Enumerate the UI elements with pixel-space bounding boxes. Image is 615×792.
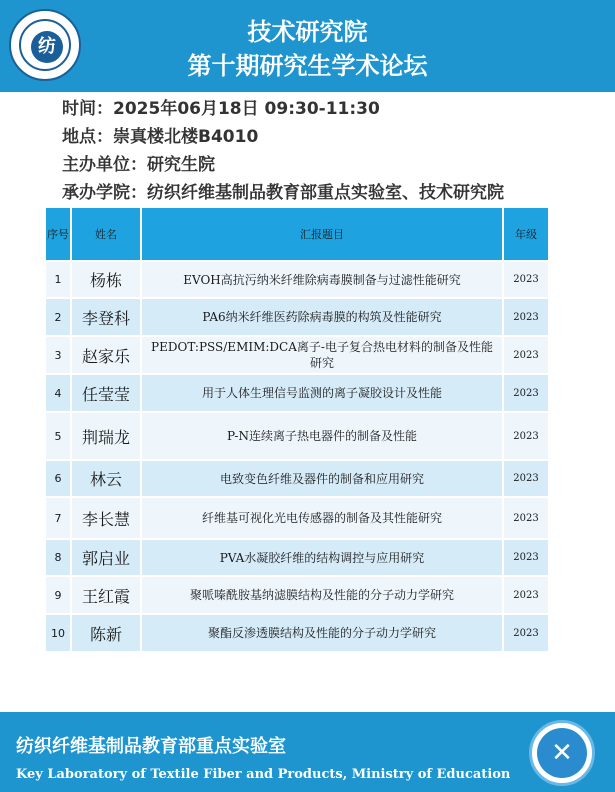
row-no: 9 xyxy=(45,576,71,614)
row-name: 任莹莹 xyxy=(71,374,141,412)
row-grade: 2023 xyxy=(503,412,549,460)
row-topic: 聚酯反渗透膜结构及性能的分子动力学研究 xyxy=(141,614,503,652)
host-value: 研究生院 xyxy=(147,155,215,175)
row-name: 王红霞 xyxy=(71,576,141,614)
info-time: 时间：2025年06月18日 09:30-11:30 xyxy=(62,99,380,119)
row-name: 林云 xyxy=(71,460,141,497)
header-no: 序号 xyxy=(45,207,71,261)
row-topic: 用于人体生理信号监测的离子凝胶设计及性能 xyxy=(141,374,503,412)
row-grade: 2023 xyxy=(503,374,549,412)
organizer-label: 承办学院 xyxy=(62,183,130,203)
time-value: 2025年06月18日 09:30-11:30 xyxy=(113,99,380,119)
table-row xyxy=(45,460,549,497)
row-topic: P-N连续离子热电器件的制备及性能 xyxy=(141,412,503,460)
row-grade: 2023 xyxy=(503,336,549,374)
row-topic: PEDOT:PSS/EMIM:DCA离子-电子复合热电材料的制备及性能研究 xyxy=(141,336,503,374)
row-name: 李长慧 xyxy=(71,497,141,539)
host-label: 主办单位 xyxy=(62,155,130,175)
row-topic: 聚哌嗪酰胺基纳滤膜结构及性能的分子动力学研究 xyxy=(141,576,503,614)
row-name: 陈新 xyxy=(71,614,141,652)
table-row xyxy=(45,614,549,652)
info-place: 地点：崇真楼北楼B4010 xyxy=(62,127,259,147)
row-grade: 2023 xyxy=(503,261,549,298)
row-topic: PA6纳米纤维医药除病毒膜的构筑及性能研究 xyxy=(141,298,503,336)
row-topic: PVA水凝胶纤维的结构调控与应用研究 xyxy=(141,539,503,576)
footer-org-cn: 纺织纤维基制品教育部重点实验室 xyxy=(16,736,286,757)
row-grade: 2023 xyxy=(503,460,549,497)
header-banner xyxy=(0,0,615,92)
row-name: 荆瑞龙 xyxy=(71,412,141,460)
row-topic: 电致变色纤维及器件的制备和应用研究 xyxy=(141,460,503,497)
row-no: 8 xyxy=(45,539,71,576)
info-organizer: 承办学院：纺织纤维基制品教育部重点实验室、技术研究院 xyxy=(62,183,504,203)
row-name: 郭启业 xyxy=(71,539,141,576)
university-seal-icon: 纺 xyxy=(9,9,81,81)
row-grade: 2023 xyxy=(503,539,549,576)
row-name: 杨栋 xyxy=(71,261,141,298)
row-no: 3 xyxy=(45,336,71,374)
table-row xyxy=(45,298,549,336)
header-name: 姓名 xyxy=(71,207,141,261)
footer-org-en: Key Laboratory of Textile Fiber and Products, Ministry of Education xyxy=(16,767,511,782)
table-row xyxy=(45,412,549,460)
table-row xyxy=(45,576,549,614)
row-grade: 2023 xyxy=(503,614,549,652)
row-no: 1 xyxy=(45,261,71,298)
time-label: 时间 xyxy=(62,99,96,119)
place-value: 崇真楼北楼B4010 xyxy=(113,127,259,147)
table-row xyxy=(45,374,549,412)
row-no: 10 xyxy=(45,614,71,652)
header-grade: 年级 xyxy=(503,207,549,261)
row-name: 李登科 xyxy=(71,298,141,336)
table-row xyxy=(45,497,549,539)
table-row xyxy=(45,336,549,374)
row-no: 5 xyxy=(45,412,71,460)
table-row xyxy=(45,261,549,298)
table-row xyxy=(45,539,549,576)
page-title: 技术研究院 xyxy=(247,18,368,46)
footer-banner xyxy=(0,712,615,792)
row-no: 4 xyxy=(45,374,71,412)
place-label: 地点 xyxy=(62,127,96,147)
header-topic: 汇报题目 xyxy=(141,207,503,261)
table-header-row xyxy=(45,207,549,261)
page-subtitle: 第十期研究生学术论坛 xyxy=(187,52,428,80)
info-host: 主办单位：研究生院 xyxy=(62,155,215,175)
row-grade: 2023 xyxy=(503,576,549,614)
organizer-value: 纺织纤维基制品教育部重点实验室、技术研究院 xyxy=(147,183,504,203)
row-no: 2 xyxy=(45,298,71,336)
row-name: 赵家乐 xyxy=(71,336,141,374)
row-no: 6 xyxy=(45,460,71,497)
row-topic: 纤维基可视化光电传感器的制备及其性能研究 xyxy=(141,497,503,539)
lab-emblem-icon: ✕ xyxy=(529,720,595,786)
row-grade: 2023 xyxy=(503,497,549,539)
row-topic: EVOH高抗污纳米纤维除病毒膜制备与过滤性能研究 xyxy=(141,261,503,298)
schedule-table xyxy=(44,206,550,653)
row-grade: 2023 xyxy=(503,298,549,336)
row-no: 7 xyxy=(45,497,71,539)
